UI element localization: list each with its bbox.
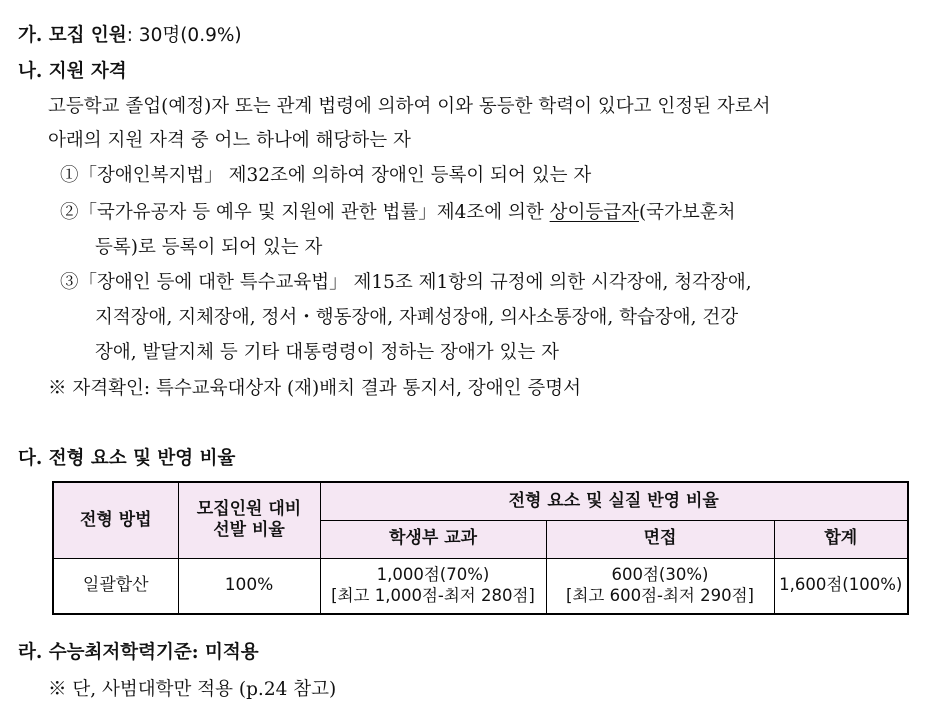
header-ratio-line-2: 선발 비율	[213, 520, 285, 541]
header-total: 합계	[774, 520, 908, 558]
selection-table	[52, 481, 909, 615]
eligibility-item-2-tail: (국가보훈처	[638, 202, 736, 223]
recruitment-count-value: : 30명(0.9%)	[126, 25, 242, 46]
eligibility-item-3-cont-1: 지적장애, 지체장애, 정서・행동장애, 자폐성장애, 의사소통장애, 학습장애, 건강	[95, 307, 739, 328]
cell-interview-range: [최고 600점-최저 290점]	[566, 585, 754, 605]
header-ratio	[178, 482, 320, 558]
eligibility-intro-line-2: 아래의 지원 자격 중 어느 하나에 해당하는 자	[48, 130, 411, 151]
eligibility-item-3-cont-2: 장애, 발달지체 등 기타 대통령령이 정하는 장애가 있는 자	[95, 342, 559, 363]
eligibility-heading: 나. 지원 자격	[18, 61, 127, 82]
recruitment-count-label: 가. 모집 인원	[18, 25, 127, 46]
cell-ratio: 100%	[178, 558, 320, 614]
eligibility-intro-text-1: 고등학교 졸업(예정)자 또는 관계 법령에 의하여 이와 동등한 학력이 있다고 인정된 자로서	[48, 96, 771, 117]
eligibility-intro-line-1	[48, 92, 906, 118]
eligibility-item-3: ③「장애인 등에 대한 특수교육법」 제15조 제1항의 규정에 의한 시각장애, 청각장애,	[60, 272, 752, 293]
csat-minimum-line	[18, 638, 259, 664]
selection-heading: 다. 전형 요소 및 반영 비율	[18, 448, 236, 469]
cell-grade	[320, 558, 546, 614]
header-ratio-line-1: 모집인원 대비	[196, 499, 302, 519]
header-elements: 전형 요소 및 실질 반영 비율	[320, 482, 908, 520]
header-method: 전형 방법	[53, 482, 178, 558]
eligibility-item-2-underlined: 상이등급자	[549, 202, 639, 223]
csat-minimum-value: : 미적용	[191, 642, 259, 663]
eligibility-note: ※ 자격확인: 특수교육대상자 (재)배치 결과 통지서, 장애인 증명서	[48, 378, 581, 399]
header-grade: 학생부 교과	[320, 520, 546, 558]
recruitment-count-line	[18, 21, 242, 47]
csat-minimum-label: 라. 수능최저학력기준	[18, 642, 192, 663]
header-interview: 면접	[546, 520, 774, 558]
cell-grade-range: [최고 1,000점-최저 280점]	[331, 585, 535, 605]
cell-grade-score: 1,000점(70%)	[376, 565, 490, 585]
eligibility-item-2-text: ②「국가유공자 등 예우 및 지원에 관한 법률」제4조에 의한	[60, 202, 550, 223]
eligibility-item-2-cont: 등록)로 등록이 되어 있는 자	[95, 237, 323, 258]
eligibility-item-2	[60, 198, 908, 224]
cell-interview-score: 600점(30%)	[611, 565, 709, 585]
eligibility-item-1: ①「장애인복지법」 제32조에 의하여 장애인 등록이 되어 있는 자	[60, 165, 592, 186]
cell-method: 일괄합산	[53, 558, 178, 614]
cell-total: 1,600점(100%)	[774, 558, 908, 614]
csat-minimum-note: ※ 단, 사범대학만 적용 (p.24 참고)	[48, 679, 337, 700]
cell-interview	[546, 558, 774, 614]
